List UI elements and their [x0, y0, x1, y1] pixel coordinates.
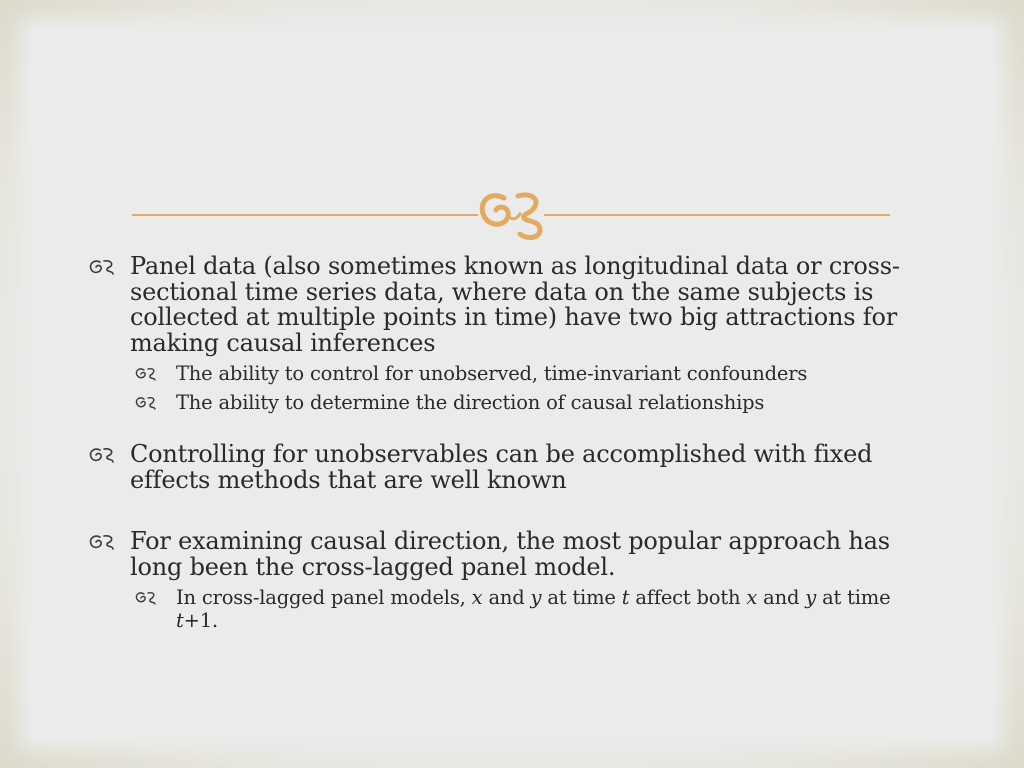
sub-bullet-control	[86, 362, 916, 385]
bullet-causal-direction	[86, 529, 916, 580]
slide-body	[86, 254, 916, 632]
curl-ornament-icon	[474, 186, 550, 242]
title-divider-right	[544, 214, 890, 216]
bullet-text: Panel data (also sometimes known as longitudinal data or cross-sectional time series data, where data on the same subjects is collected at multiple points in time) have two big attractions for making causal inferences	[130, 252, 900, 357]
sublist-panel-data	[86, 362, 916, 414]
title-divider-left	[132, 214, 478, 216]
curl-bullet-icon	[134, 590, 158, 606]
bullet-unobservables	[86, 442, 916, 493]
sub-bullet-cross-lagged	[86, 586, 916, 632]
sublist-cross-lagged	[86, 586, 916, 632]
sub-bullet-text: The ability to control for unobserved, time-invariant confounders	[176, 362, 808, 385]
curl-bullet-icon	[88, 533, 116, 551]
bullet-text: For examining causal direction, the most popular approach has long been the cross-lagged panel model.	[130, 527, 890, 581]
bullet-panel-data	[86, 254, 916, 356]
sub-bullet-text: The ability to determine the direction of causal relationships	[176, 391, 765, 414]
sub-bullet-direction	[86, 391, 916, 414]
curl-bullet-icon	[134, 395, 158, 411]
bullet-text: Controlling for unobservables can be accomplished with fixed effects methods that are well known	[130, 440, 873, 494]
sub-bullet-text: In cross-lagged panel models, x and y at time t affect both x and y at time t+1.	[176, 586, 891, 632]
curl-bullet-icon	[88, 446, 116, 464]
curl-bullet-icon	[88, 258, 116, 276]
curl-bullet-icon	[134, 366, 158, 382]
